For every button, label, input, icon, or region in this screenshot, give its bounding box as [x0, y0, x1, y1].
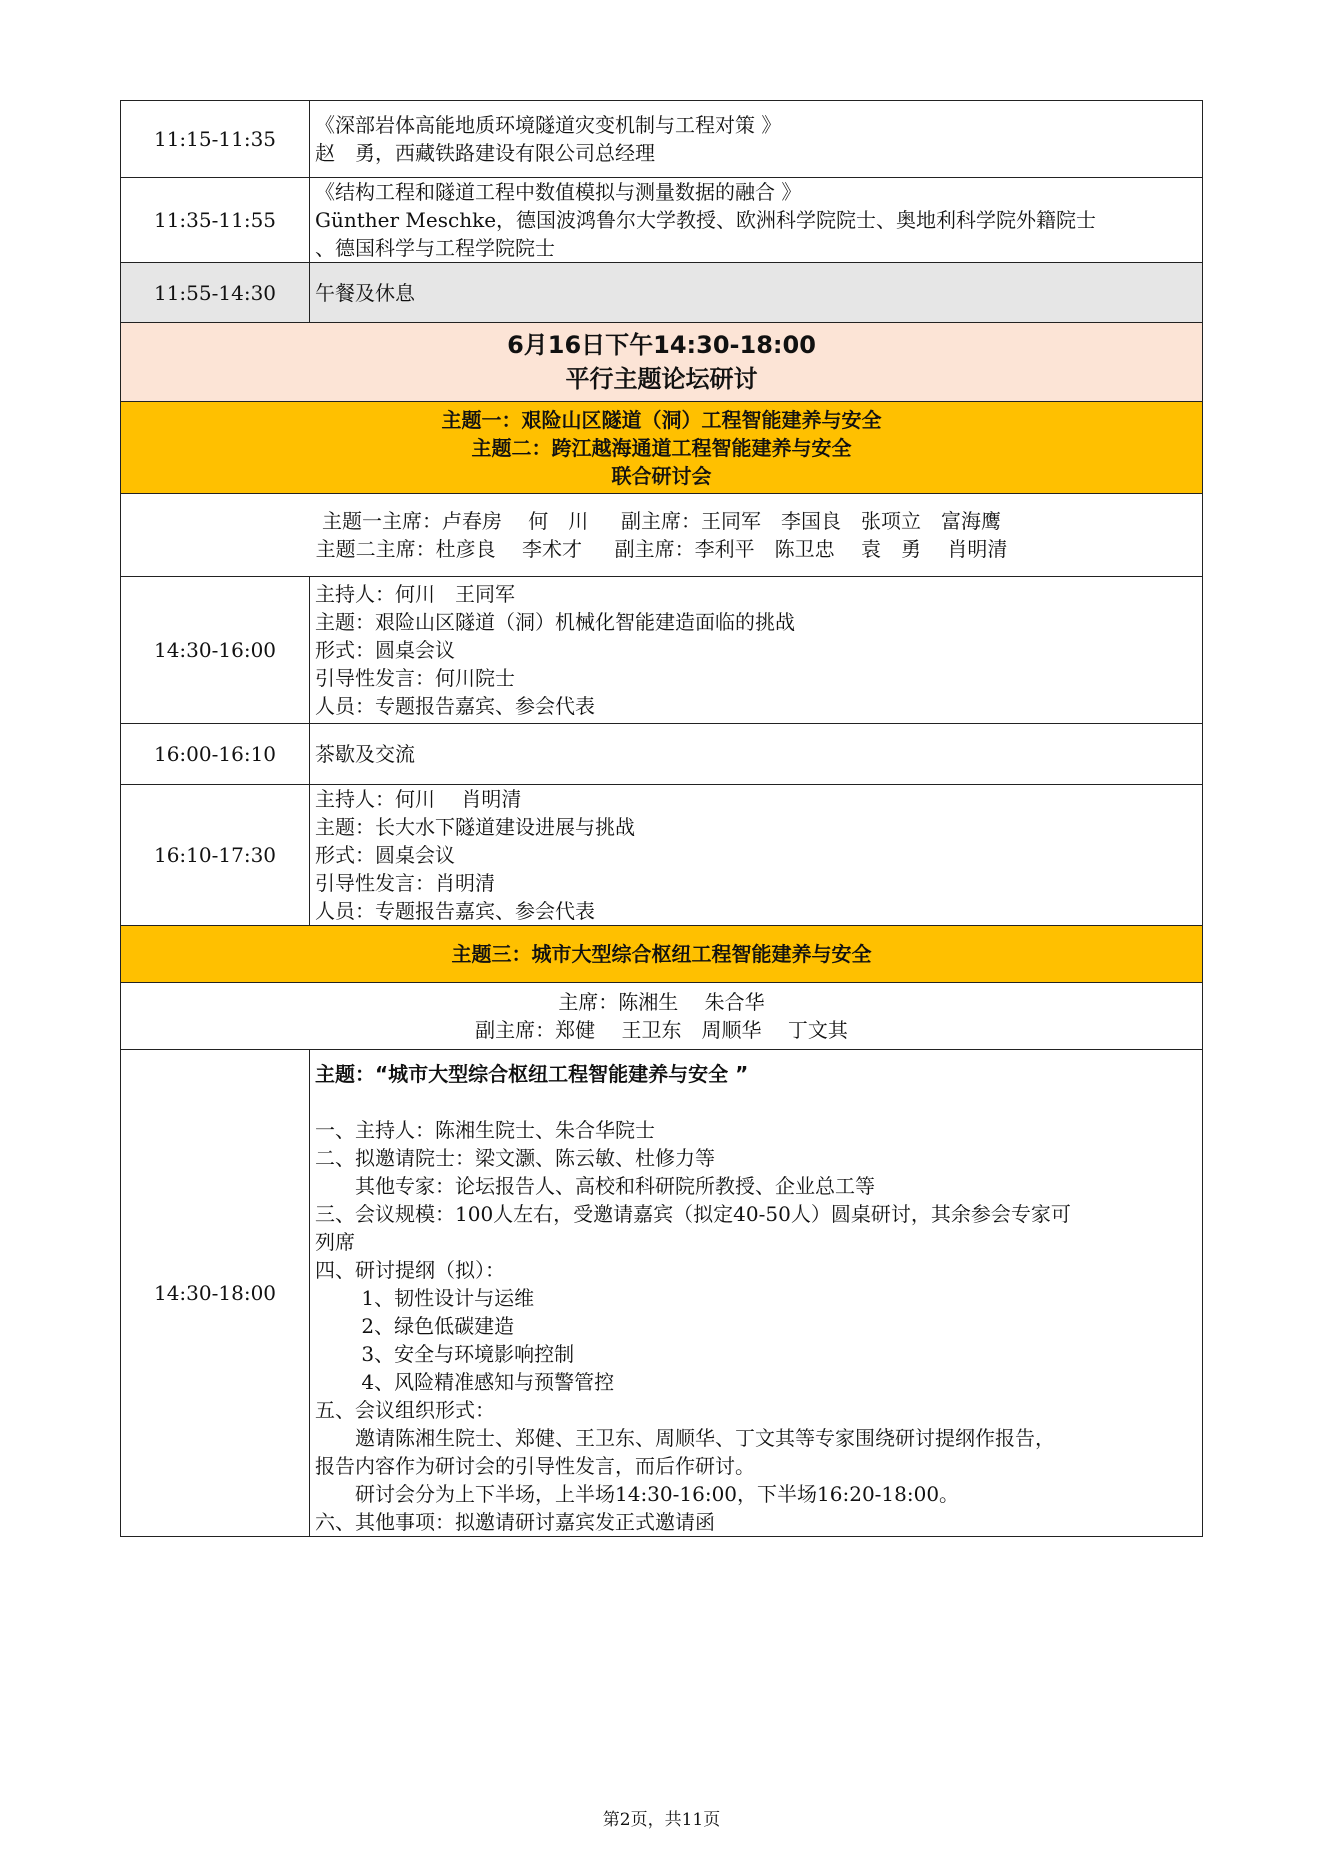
item-other-experts: 其他专家：论坛报告人、高校和科研院所教授、企业总工等 [315, 1174, 875, 1198]
content-cell: 茶歇及交流 [310, 724, 1203, 785]
item-format: 五、会议组织形式： [315, 1398, 495, 1422]
item-other: 六、其他事项：拟邀请研讨嘉宾发正式邀请函 [315, 1510, 715, 1534]
content-cell [310, 785, 1203, 926]
theme-2-title: 主题二：跨江越海通道工程智能建养与安全 [471, 435, 852, 460]
theme-3-vice-chairs: 副主席：郑健 王卫东 周顺华 丁文其 [475, 1018, 848, 1042]
session-header [121, 323, 1203, 402]
topic: 主题：艰险山区隧道（洞）机械化智能建造面临的挑战 [315, 610, 795, 634]
table-row [121, 724, 1203, 785]
table-row [121, 178, 1203, 263]
table-row [121, 1050, 1203, 1537]
talk-speaker: Günther Meschke，德国波鸿鲁尔大学教授、欧洲科学院院士、奥地利科学院外籍院士 [315, 208, 1097, 232]
seminar-heading: 主题：“城市大型综合枢纽工程智能建养与安全 ” [315, 1062, 749, 1086]
theme-header-row [121, 402, 1203, 494]
content-cell [310, 1050, 1203, 1537]
theme-1-chairs: 主题一主席：卢春房 何 川 副主席：王同军 李国良 张项立 富海鹰 [321, 509, 1002, 533]
topic: 主题：长大水下隧道建设进展与挑战 [315, 815, 635, 839]
host: 主持人：何川 王同军 [315, 582, 515, 606]
format: 形式：圆桌会议 [315, 638, 455, 662]
theme-header-row [121, 926, 1203, 983]
schedule-table [120, 100, 1203, 1537]
time-cell: 11:35-11:55 [121, 178, 310, 263]
outline-item: 3、安全与环境影响控制 [315, 1342, 575, 1366]
attendees: 人员：专题报告嘉宾、参会代表 [315, 694, 595, 718]
outline-item: 2、绿色低碳建造 [315, 1314, 515, 1338]
time-cell: 16:00-16:10 [121, 724, 310, 785]
format-detail: 研讨会分为上下半场，上半场14:30-16:00，下半场16:20-18:00。 [315, 1482, 960, 1506]
table-row [121, 785, 1203, 926]
chairs-row [121, 494, 1203, 577]
session-time: 6月16日下午14:30-18:00 [507, 331, 816, 359]
table-row [121, 101, 1203, 178]
keynote: 引导性发言：何川院士 [315, 666, 515, 690]
time-cell: 14:30-16:00 [121, 577, 310, 724]
content-cell [310, 101, 1203, 178]
talk-speaker: 赵 勇，西藏铁路建设有限公司总经理 [315, 141, 655, 165]
time-cell: 14:30-18:00 [121, 1050, 310, 1537]
talk-speaker-cont: 、德国科学与工程学院院士 [315, 236, 555, 260]
session-header-row [121, 323, 1203, 402]
theme-1-title: 主题一：艰险山区隧道（洞）工程智能建养与安全 [441, 407, 882, 432]
chairs-row [121, 983, 1203, 1050]
format-detail: 报告内容作为研讨会的引导性发言，而后作研讨。 [315, 1454, 755, 1478]
attendees: 人员：专题报告嘉宾、参会代表 [315, 899, 595, 923]
schedule-sheet [120, 100, 1203, 1537]
page-footer: 第2页，共11页 [602, 1810, 721, 1830]
theme-3-chairs: 主席：陈湘生 朱合华 [558, 990, 765, 1014]
item-host: 一、主持人：陈湘生院士、朱合华院士 [315, 1118, 655, 1142]
outline-item: 1、韧性设计与运维 [315, 1286, 535, 1310]
content-cell: 午餐及休息 [310, 263, 1203, 323]
session-title: 平行主题论坛研讨 [565, 365, 758, 393]
item-scale-cont: 列席 [315, 1230, 355, 1254]
chairs-cell [121, 983, 1203, 1050]
format-detail: 邀请陈湘生院士、郑健、王卫东、周顺华、丁文其等专家围绕研讨提纲作报告， [315, 1426, 1055, 1450]
table-row [121, 577, 1203, 724]
time-cell: 16:10-17:30 [121, 785, 310, 926]
talk-title: 《结构工程和隧道工程中数值模拟与测量数据的融合 》 [315, 180, 802, 204]
time-cell: 11:15-11:35 [121, 101, 310, 178]
content-cell [310, 577, 1203, 724]
host: 主持人：何川 肖明清 [315, 787, 522, 811]
talk-title: 《深部岩体高能地质环境隧道灾变机制与工程对策 》 [315, 113, 782, 137]
content-cell [310, 178, 1203, 263]
item-outline: 四、研讨提纲（拟）： [315, 1258, 505, 1282]
item-scale: 三、会议规模：100人左右，受邀请嘉宾（拟定40-50人）圆桌研讨，其余参会专家可 [315, 1202, 1071, 1226]
format: 形式：圆桌会议 [315, 843, 455, 867]
keynote: 引导性发言：肖明清 [315, 871, 495, 895]
theme-header [121, 402, 1203, 494]
joint-seminar-title: 联合研讨会 [611, 463, 712, 488]
time-cell: 11:55-14:30 [121, 263, 310, 323]
item-invited: 二、拟邀请院士：梁文灏、陈云敏、杜修力等 [315, 1146, 715, 1170]
outline-item: 4、风险精准感知与预警管控 [315, 1370, 615, 1394]
table-row [121, 263, 1203, 323]
chairs-cell [121, 494, 1203, 577]
theme-2-chairs: 主题二主席：杜彦良 李术才 副主席：李利平 陈卫忠 袁 勇 肖明清 [315, 537, 1008, 561]
theme-3-title: 主题三：城市大型综合枢纽工程智能建养与安全 [121, 926, 1203, 983]
